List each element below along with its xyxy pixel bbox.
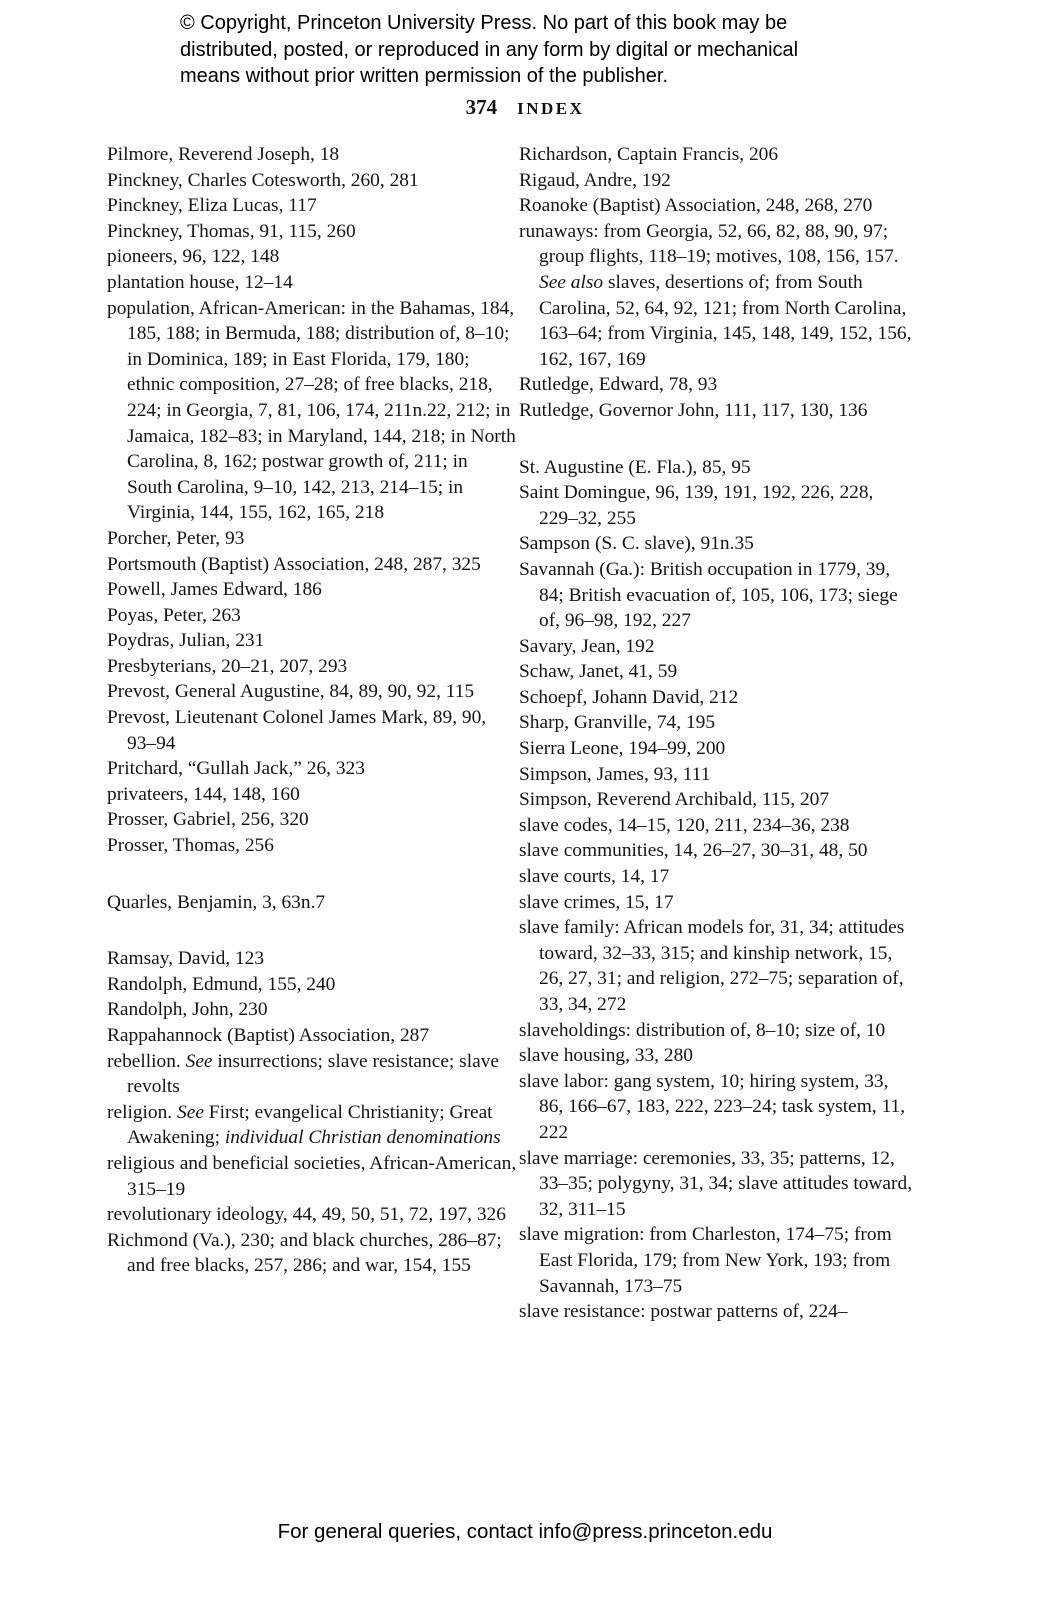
index-entry: Poyas, Peter, 263 — [107, 604, 241, 626]
copyright-line: distributed, posted, or reproduced in any form by digital or mechanical — [180, 38, 799, 61]
index-entry: slave resistance: postwar patterns of, 224– — [519, 1301, 848, 1323]
index-entry: Rigaud, Andre, 192 — [519, 169, 671, 191]
index-entry: Rutledge, Edward, 78, 93 — [519, 374, 718, 396]
index-entry: Savannah (Ga.): British occupation in 1779, 39, 84; British evacuation of, 105, 106, 173; siege of, 96–98, 192, 227 — [519, 558, 898, 632]
index-entry: Poydras, Julian, 231 — [107, 630, 265, 652]
index-entry: Randolph, Edmund, 155, 240 — [107, 973, 336, 995]
index-entry: revolutionary ideology, 44, 49, 50, 51, 72, 197, 326 — [107, 1204, 506, 1226]
index-entry: slave family: African models for, 31, 34; attitudes toward, 32–33, 315; and kinship network, 15, 26, 27, 31; and religion, 272–75; separation of, 33, 34, 272 — [519, 917, 905, 1015]
index-entry: Savary, Jean, 192 — [519, 635, 655, 657]
entry-text: runaways: from Georgia, 52, 66, 82, 88, 90, 97; group flights, 118–19; motives, 108, 156, 157. — [519, 220, 899, 268]
copyright-line: © Copyright, Princeton University Press. No part of this book may be — [180, 12, 788, 34]
entry-text: religion. — [107, 1101, 178, 1123]
index-entry: Simpson, Reverend Archibald, 115, 207 — [519, 789, 830, 811]
index-entry — [107, 1100, 517, 1151]
index-entry: Saint Domingue, 96, 139, 191, 192, 226, 228, 229–32, 255 — [519, 482, 874, 529]
index-entry — [519, 219, 917, 373]
italic-reference: See also — [539, 271, 604, 293]
index-entry: slave migration: from Charleston, 174–75; from East Florida, 179; from New York, 193; from Savannah, 173–75 — [519, 1224, 892, 1297]
italic-reference: See — [177, 1101, 204, 1123]
copyright-notice — [180, 10, 940, 90]
index-entry: Roanoke (Baptist) Association, 248, 268, 270 — [519, 195, 873, 217]
index-entry: population, African-American: in the Bahamas, 184, 185, 188; in Bermuda, 188; distribution of, 8–10; in Dominica, 189; in East Florida, 179, 180; ethnic composition, 27–28; of free blacks, 218, 224; in Georgia, 7, 81, 106, 174, 211n.22, 212; in Jamaica, 182–83; in Maryland, 144, 218; in North Carolina, 8, 162; postwar growth of, 211; in South Carolina, 9–10, 142, 213, 214–15; in Virginia, 144, 155, 162, 165, 218 — [107, 297, 516, 524]
index-entry: slave courts, 14, 17 — [519, 866, 670, 888]
index-entry: slave crimes, 15, 17 — [519, 891, 674, 913]
index-entry: slave codes, 14–15, 120, 211, 234–36, 238 — [519, 814, 850, 836]
section-gap — [519, 424, 917, 455]
index-entry: slave housing, 33, 280 — [519, 1045, 693, 1067]
index-entry: Richardson, Captain Francis, 206 — [519, 144, 779, 165]
index-entry — [107, 1049, 517, 1100]
index-entry: Prosser, Gabriel, 256, 320 — [107, 809, 309, 831]
index-entry: Quarles, Benjamin, 3, 63n.7 — [107, 891, 326, 913]
italic-reference: See — [185, 1050, 213, 1072]
page-number: 374 — [465, 95, 498, 119]
index-entry: slave marriage: ceremonies, 33, 35; patterns, 12, 33–35; polygyny, 31, 34; slave attitudes toward, 32, 311–15 — [519, 1147, 913, 1220]
index-entry: Prevost, General Augustine, 84, 89, 90, 92, 115 — [107, 681, 475, 703]
index-entry: Rappahannock (Baptist) Association, 287 — [107, 1025, 430, 1046]
section-gap — [107, 915, 517, 946]
index-entry: pioneers, 96, 122, 148 — [107, 246, 280, 268]
index-entry: Pinckney, Charles Cotesworth, 260, 281 — [107, 169, 419, 191]
index-entry: Pilmore, Reverend Joseph, 18 — [107, 144, 340, 165]
index-entry: Sharp, Granville, 74, 195 — [519, 712, 716, 734]
index-entry: Rutledge, Governor John, 111, 117, 130, 136 — [519, 399, 868, 421]
index-entry: Sampson (S. C. slave), 91n.35 — [519, 533, 754, 555]
index-entry: privateers, 144, 148, 160 — [107, 783, 300, 805]
index-entry: Powell, James Edward, 186 — [107, 579, 322, 601]
index-entry: St. Augustine (E. Fla.), 85, 95 — [519, 456, 751, 478]
index-entry: Randolph, John, 230 — [107, 999, 268, 1021]
index-entry: Prosser, Thomas, 256 — [107, 835, 274, 857]
index-entry: Schoepf, Johann David, 212 — [519, 686, 739, 708]
index-entry: Ramsay, David, 123 — [107, 948, 265, 970]
running-head — [0, 95, 1050, 120]
index-entry: Pinckney, Thomas, 91, 115, 260 — [107, 220, 356, 242]
entry-text: First; evangelical Christianity; Great Awakening; — [127, 1101, 493, 1149]
index-column-right — [519, 142, 917, 1325]
entry-text: insurrections; slave resistance; slave revolts — [127, 1050, 500, 1098]
page-title: INDEX — [517, 99, 585, 118]
index-entry: Schaw, Janet, 41, 59 — [519, 661, 678, 683]
footer-contact: For general queries, contact info@press.princeton.edu — [277, 1520, 773, 1543]
index-entry: slave communities, 14, 26–27, 30–31, 48, 50 — [519, 840, 868, 862]
index-entry: religious and beneficial societies, African-American, 315–19 — [107, 1152, 517, 1200]
index-entry: Presbyterians, 20–21, 207, 293 — [107, 655, 348, 677]
index-entry: slaveholdings: distribution of, 8–10; size of, 10 — [519, 1019, 886, 1041]
index-entry: Simpson, James, 93, 111 — [519, 763, 711, 785]
index-entry: Porcher, Peter, 93 — [107, 527, 245, 549]
index-entry: plantation house, 12–14 — [107, 271, 293, 293]
index-column-left — [107, 142, 517, 1279]
entry-text: rebellion. — [107, 1050, 186, 1072]
index-entry: Sierra Leone, 194–99, 200 — [519, 738, 726, 760]
entry-text: slaves, desertions of; from South Carolina, 52, 64, 92, 121; from North Carolina, 163–64; from Virginia, 145, 148, 149, 152, 156, 162, 167, 169 — [539, 271, 912, 370]
index-entry: Prevost, Lieutenant Colonel James Mark, 89, 90, 93–94 — [107, 707, 487, 754]
index-entry: Pritchard, “Gullah Jack,” 26, 323 — [107, 758, 365, 780]
italic-reference: individual Christian denominations — [224, 1127, 501, 1149]
index-entry: Pinckney, Eliza Lucas, 117 — [107, 195, 317, 217]
section-gap — [107, 859, 517, 890]
index-entry: slave labor: gang system, 10; hiring system, 33, 86, 166–67, 183, 222, 223–24; task system, 11, 222 — [519, 1070, 906, 1143]
index-entry: Richmond (Va.), 230; and black churches, 286–87; and free blacks, 257, 286; and war, 154, 155 — [107, 1229, 502, 1277]
index-entry: Portsmouth (Baptist) Association, 248, 287, 325 — [107, 553, 481, 575]
copyright-line: means without prior written permission of the publisher. — [180, 65, 669, 87]
